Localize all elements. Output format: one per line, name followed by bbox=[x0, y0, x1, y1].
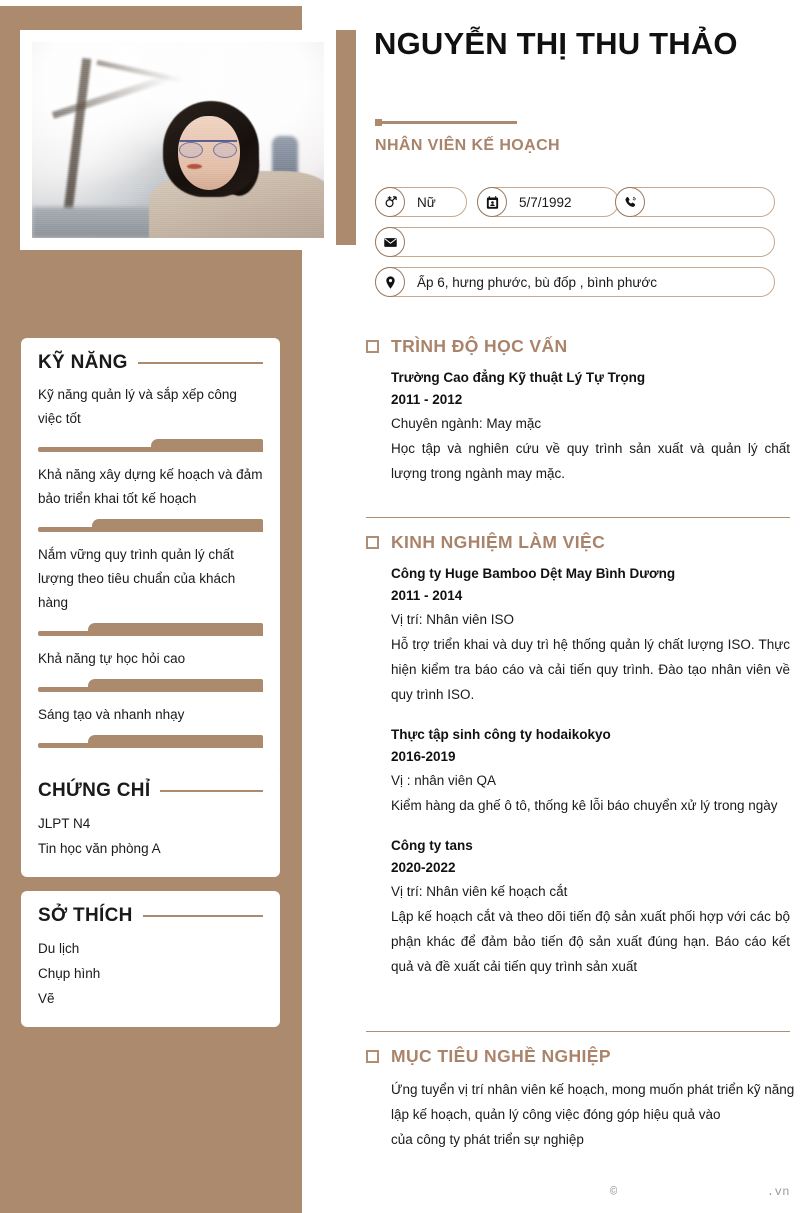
contact-address bbox=[375, 267, 775, 297]
skill-label: Khả năng xây dựng kế hoạch và đảm bảo triển khai tốt kế hoạch bbox=[38, 467, 263, 506]
skill-item bbox=[38, 543, 263, 636]
location-pin-icon bbox=[375, 267, 405, 297]
skill-label: Sáng tạo và nhanh nhạy bbox=[38, 707, 185, 722]
education-entry bbox=[391, 367, 790, 486]
skill-bar-fill bbox=[88, 735, 264, 748]
list-item: JLPT N4 bbox=[38, 816, 91, 831]
skill-bar-fill bbox=[151, 439, 264, 452]
contact-gender-value: Nữ bbox=[417, 194, 436, 210]
contact-dob bbox=[477, 187, 619, 217]
skill-bar-fill bbox=[88, 623, 264, 636]
entry-date: 2016-2019 bbox=[391, 749, 456, 764]
section-objective-title: MỤC TIÊU NGHỀ NGHIỆP bbox=[391, 1046, 611, 1066]
entry-subtitle: Vị trí: Nhân viên ISO bbox=[391, 612, 515, 627]
job-role: NHÂN VIÊN KẾ HOẠCH bbox=[375, 137, 560, 154]
entry-date: 2020-2022 bbox=[391, 860, 456, 875]
gender-icon bbox=[375, 187, 405, 217]
experience-entry bbox=[391, 724, 790, 818]
section-education bbox=[366, 336, 790, 486]
section-education-title: TRÌNH ĐỘ HỌC VẤN bbox=[391, 336, 568, 356]
skill-bar bbox=[38, 734, 263, 748]
contact-gender bbox=[375, 187, 467, 217]
experience-entry bbox=[391, 563, 790, 707]
skill-bar bbox=[38, 678, 263, 692]
calendar-icon bbox=[477, 187, 507, 217]
section-education-header bbox=[366, 336, 790, 357]
profile-photo bbox=[32, 42, 324, 238]
copyright-icon: © bbox=[610, 1185, 618, 1199]
footer-watermark bbox=[610, 1185, 790, 1199]
title-rule bbox=[160, 790, 263, 792]
skill-label: Nắm vững quy trình quản lý chất lượng theo tiêu chuẩn của khách hàng bbox=[38, 547, 236, 610]
entry-description: Hỗ trợ triển khai và duy trì hệ thống quản lý chất lượng ISO. Thực hiện kiểm tra báo cáo và cải tiến quy trình. Đào tạo nhân viên về quy trình ISO. bbox=[391, 637, 790, 702]
entry-title: Công ty tans bbox=[391, 838, 473, 853]
title-rule bbox=[138, 362, 263, 364]
hobbies-card-title: SỞ THÍCH bbox=[38, 905, 133, 926]
skill-label: Khả năng tự học hỏi cao bbox=[38, 651, 186, 666]
section-divider bbox=[366, 517, 790, 518]
skill-bar bbox=[38, 622, 263, 636]
hobbies-card-header bbox=[38, 905, 263, 927]
section-objective-header bbox=[366, 1046, 790, 1067]
certificates-card-header bbox=[38, 780, 263, 802]
section-experience-title: KINH NGHIỆM LÀM VIỆC bbox=[391, 532, 606, 552]
certificates-card bbox=[21, 766, 280, 877]
list-item: Chụp hình bbox=[38, 966, 101, 981]
profile-photo-frame bbox=[20, 30, 336, 250]
skill-bar bbox=[38, 438, 263, 452]
square-bullet-icon bbox=[366, 536, 379, 549]
entry-description: Lập kế hoạch cắt và theo dõi tiến độ sản xuất phối hợp với các bộ phận khác để đảm bảo tiến độ sản xuất đúng hạn. Báo cáo kết quả và đề xuất cải tiến quy trình sản xuất bbox=[391, 909, 790, 974]
list-item: Tin học văn phòng A bbox=[38, 841, 161, 856]
section-objective bbox=[366, 1046, 795, 1152]
objective-line: lập kế hoạch, quản lý công việc đóng góp hiệu quả vào bbox=[391, 1107, 721, 1122]
photo-grain bbox=[32, 42, 324, 238]
section-objective-body bbox=[366, 1077, 795, 1152]
entry-subtitle: Vị trí: Nhân viên kế hoạch cắt bbox=[391, 884, 568, 899]
contact-phone bbox=[615, 187, 775, 217]
entry-description: Học tập và nghiên cứu về quy trình sản xuất và quản lý chất lượng trong ngành may mặc. bbox=[391, 441, 790, 481]
list-item: Du lịch bbox=[38, 941, 80, 956]
skill-item bbox=[38, 647, 263, 692]
contact-dob-value: 5/7/1992 bbox=[519, 194, 572, 210]
square-bullet-icon bbox=[366, 340, 379, 353]
envelope-icon bbox=[375, 227, 405, 257]
skill-bar bbox=[38, 518, 263, 532]
entry-subtitle: Vị : nhân viên QA bbox=[391, 773, 497, 788]
list-item: Vẽ bbox=[38, 991, 55, 1006]
entry-title: Trường Cao đẳng Kỹ thuật Lý Tự Trọng bbox=[391, 370, 646, 385]
entry-date: 2011 - 2012 bbox=[391, 392, 463, 407]
hobbies-card bbox=[21, 891, 280, 1027]
skill-item bbox=[38, 463, 263, 532]
entry-date: 2011 - 2014 bbox=[391, 588, 463, 603]
skill-bar-fill bbox=[88, 679, 264, 692]
section-education-body bbox=[366, 367, 790, 486]
contact-email bbox=[375, 227, 775, 257]
skill-item bbox=[38, 703, 263, 748]
accent-square bbox=[375, 119, 382, 126]
skill-label: Kỹ năng quản lý và sắp xếp công việc tốt bbox=[38, 387, 237, 426]
domain-suffix: .vn bbox=[766, 1185, 790, 1199]
square-bullet-icon bbox=[366, 1050, 379, 1063]
skills-card-title: KỸ NĂNG bbox=[38, 352, 128, 373]
objective-line: Ứng tuyển vị trí nhân viên kế hoạch, mong muốn phát triển kỹ năng bbox=[391, 1082, 795, 1097]
skill-bar-fill bbox=[92, 519, 263, 532]
experience-entry bbox=[391, 835, 790, 979]
skills-card-header bbox=[38, 352, 263, 374]
title-accent bbox=[375, 119, 517, 126]
contact-address-value: Ấp 6, hưng phước, bù đốp , bình phước bbox=[417, 274, 657, 290]
section-experience-header bbox=[366, 532, 790, 553]
page-title: NGUYỄN THỊ THU THẢO bbox=[374, 26, 738, 61]
entry-description: Kiểm hàng da ghế ô tô, thống kê lỗi báo chuyển xử lý trong ngày bbox=[391, 798, 778, 813]
skill-item bbox=[38, 383, 263, 452]
entry-subtitle: Chuyên ngành: May mặc bbox=[391, 416, 542, 431]
skills-card bbox=[21, 338, 280, 775]
section-experience-body bbox=[366, 563, 790, 979]
certificates-card-title: CHỨNG CHỈ bbox=[38, 780, 151, 801]
phone-icon bbox=[615, 187, 645, 217]
title-rule bbox=[143, 915, 263, 917]
entry-title: Thực tập sinh công ty hodaikokyo bbox=[391, 727, 611, 742]
objective-line: của công ty phát triển sự nghiệp bbox=[391, 1132, 584, 1147]
main-content bbox=[356, 0, 800, 1213]
accent-line bbox=[382, 121, 517, 124]
entry-title: Công ty Huge Bamboo Dệt May Bình Dương bbox=[391, 566, 676, 581]
section-divider bbox=[366, 1031, 790, 1032]
section-experience bbox=[366, 532, 790, 979]
